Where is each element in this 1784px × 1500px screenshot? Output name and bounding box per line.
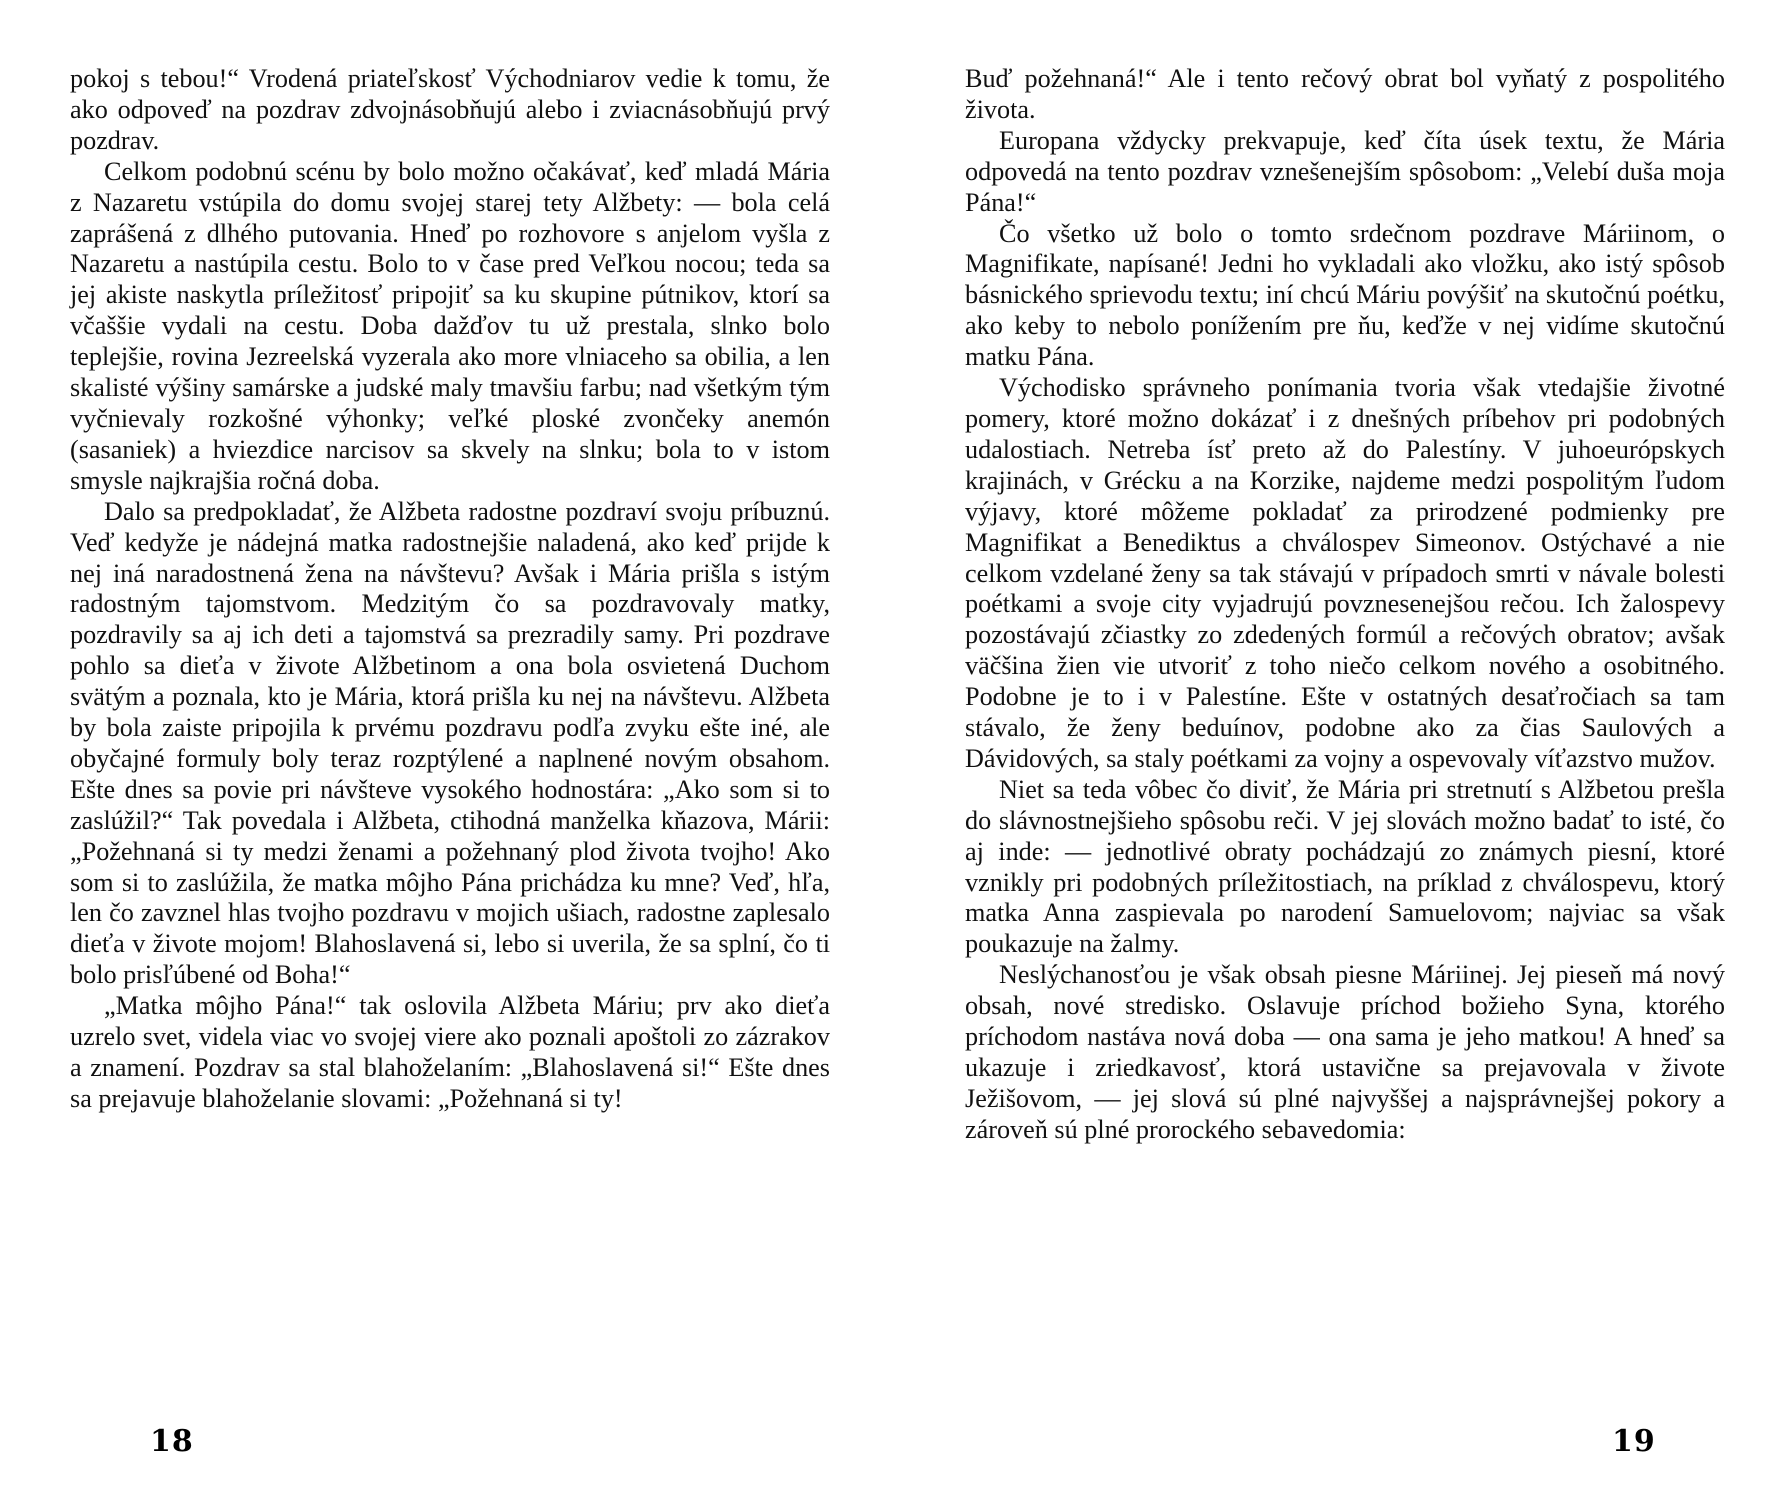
right-page	[965, 64, 1725, 1146]
left-paragraph-2: Celkom podobnú scénu by bolo možno očakávať, keď mladá Mária z Nazaretu vstúpila do domu svojej starej tety Alžbety: — bola celá zaprášená z dlhého putovania. Hneď po rozhovore s anjelom vyšla z Nazaretu a nastúpila cestu. Bolo to v čase pred Veľkou nocou; teda sa jej akiste naskytla príležitosť pripojiť sa ku skupine pútnikov, ktorí sa včaššie vydali na cestu. Doba dažďov tu už prestala, slnko bolo teplejšie, rovina Jezreelská vyzerala ako more vlniaceho sa obilia, a len skalisté výšiny samárske a judské maly tmavšiu farbu; nad všetkým tým vyčnievaly rozkošné výhonky; veľké ploské zvončeky anemón (sasaniek) a hviezdice narcisov sa skvely na slnku; bola to v istom smysle najkrajšia ročná doba.	[70, 156, 830, 495]
right-paragraph-1: Buď požehnaná!“ Ale i tento rečový obrat bol vyňatý z pospolitého života.	[965, 64, 1725, 124]
left-page-number: 18	[150, 1424, 194, 1459]
right-paragraph-2: Europana vždycky prekvapuje, keď číta úsek textu, že Mária odpovedá na tento pozdrav vznešenejším spôsobom: „Velebí duša moja Pána!“	[965, 125, 1725, 217]
right-paragraph-4: Východisko správneho ponímania tvoria však vtedajšie životné pomery, ktoré možno dokázať i z dnešných príbehov pri podobných udalostiach. Netreba ísť preto až do Palestíny. V juhoeurópskych krajinách, v Grécku a na Korzike, najdeme medzi pospolitým ľudom výjavy, ktoré môžeme pokladať za prirodzené podmienky pre Magnifikat a Benediktus a chválospev Simeonov. Ostýchavé a nie celkom vzdelané ženy sa tak stávajú v prípadoch smrti v návale bolesti poétkami a svoje city vyjadrujú povznesenejšou rečou. Ich žalospevy pozostávajú zčiastky zo zdedených formúl a rečových obratov; avšak väčšina žien vie utvoriť z toho niečo celkom nového a osobitného. Podobne je to i v Palestíne. Ešte v ostatných desaťročiach sa tam stávalo, že ženy beduínov, podobne ako za čias Saulových a Dávidových, sa staly poétkami za vojny a ospevovaly víťazstvo mužov.	[965, 373, 1725, 773]
right-paragraph-3: Čo všetko už bolo o tomto srdečnom pozdrave Máriinom, o Magnifikate, napísané! Jedni ho vykladali ako vložku, ako istý spôsob básnického sprievodu textu; iní chcú Máriu povýšiť na skutočnú poétku, ako keby to nebolo ponížením pre ňu, keďže v nej vidíme skutočnú matku Pána.	[965, 218, 1725, 372]
right-page-number: 19	[1612, 1424, 1656, 1459]
right-paragraph-5: Niet sa teda vôbec čo diviť, že Mária pri stretnutí s Alžbetou prešla do slávnostnejšieho spôsobu reči. V jej slovách možno badať to isté, čo aj inde: — jednotlivé obraty pochádzajú zo známych piesní, ktoré vznikly pri podobných príležitostiach, na príklad z chválospevu, ktorý matka Anna zaspievala po narodení Samuelovom; najviac sa však poukazuje na žalmy.	[965, 774, 1725, 959]
right-paragraph-6: Neslýchanosťou je však obsah piesne Máriinej. Jej pieseň má nový obsah, nové stredisko. Oslavuje príchod božieho Syna, ktorého príchodom nastáva nová doba — ona sama je jeho matkou! A hneď sa ukazuje i zriedkavosť, ktorá ustavične sa prejavovala v živote Ježišovom, — jej slová sú plné najvyššej a najsprávnejšej pokory a zároveň sú plné prorockého sebavedomia:	[965, 960, 1725, 1144]
left-paragraph-4: „Matka môjho Pána!“ tak oslovila Alžbeta Máriu; prv ako dieťa uzrelo svet, videla viac vo svojej viere ako poznali apoštoli zo zázrakov a znamení. Pozdrav sa stal blahoželaním: „Blahoslavená si!“ Ešte dnes sa prejavuje blahoželanie slovami: „Požehnaná si ty!	[70, 991, 830, 1113]
left-paragraph-1: pokoj s tebou!“ Vrodená priateľskosť Východniarov vedie k tomu, že ako odpoveď na pozdrav zdvojnásobňujú alebo i zviacnásobňujú prvý pozdrav.	[70, 64, 830, 155]
left-paragraph-3: Dalo sa predpokladať, že Alžbeta radostne pozdraví svoju príbuznú. Veď kedyže je nádejná matka radostnejšie naladená, ako keď prijde k nej iná naradostnená žena na návštevu? Avšak i Mária prišla s istým radostným tajomstvom. Medzitým čo sa pozdravovaly matky, pozdravily sa aj ich deti a tajomstvá sa prezradily samy. Pri pozdrave pohlo sa dieťa v živote Alžbetinom a ona bola osvietená Duchom svätým a poznala, kto je Mária, ktorá prišla ku nej na návštevu. Alžbeta by bola zaiste pripojila k prvému pozdravu podľa zvyku ešte iné, ale obyčajné formuly boly teraz rozptýlené a naplnené novým obsahom. Ešte dnes sa povie pri návšteve vysokého hodnostára: „Ako som si to zaslúžil?“ Tak povedala i Alžbeta, ctihodná manželka kňazova, Márii: „Požehnaná si ty medzi ženami a požehnaný plod života tvojho! Ako som si to zaslúžila, že matka môjho Pána prichádza ku mne? Veď, hľa, len čo zavznel hlas tvojho pozdravu v mojich ušiach, radostne zaplesalo dieťa v živote mojom! Blahoslavená si, lebo si uverila, že sa splní, čo ti bolo prisľúbené od Boha!“	[70, 496, 830, 990]
left-page	[70, 64, 830, 1115]
